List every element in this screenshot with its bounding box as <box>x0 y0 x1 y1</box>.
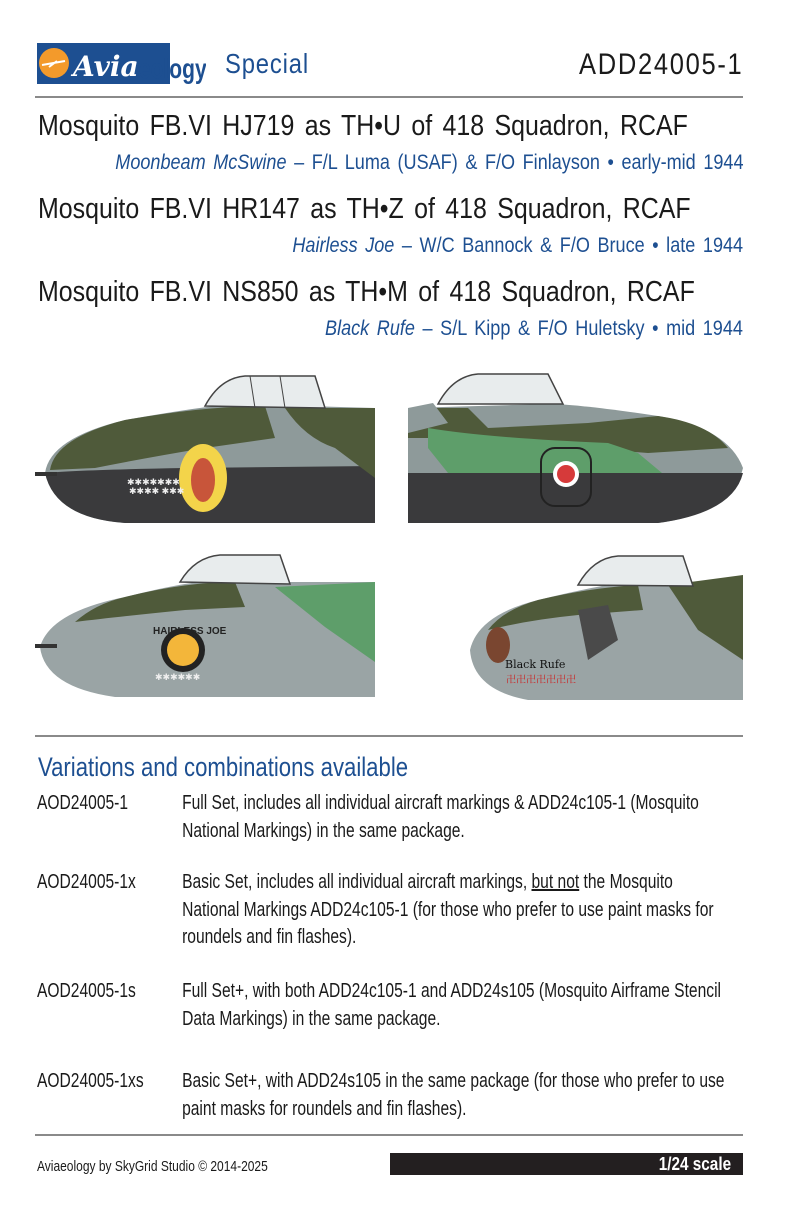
description-text: Basic Set+, with ADD24s105 in the same package (for those who prefer to use paint masks for roundels and fin flashes). <box>182 1070 725 1120</box>
aircraft-title-3: Mosquito FB.VI NS850 as TH•M of 418 Squadron, RCAF <box>38 276 695 308</box>
divider <box>35 735 743 737</box>
description-text: Basic Set, includes all individual aircraft markings, <box>182 871 532 893</box>
variation-description <box>182 978 728 1033</box>
aircraft-subtitle-3 <box>325 317 743 341</box>
scale-bar <box>390 1153 743 1175</box>
variation-code: AOD24005-1x <box>37 871 136 893</box>
nickname: Black Rufe <box>325 317 415 340</box>
svg-text:✱✱✱✱ ✱✱✱: ✱✱✱✱ ✱✱✱ <box>129 486 185 496</box>
aviaeology-logo <box>37 43 206 84</box>
nickname: Hairless Joe <box>292 234 395 257</box>
variation-description <box>182 869 728 952</box>
aircraft-title-1: Mosquito FB.VI HJ719 as TH•U of 418 Squadron, RCAF <box>38 110 688 142</box>
crew-details: – S/L Kipp & F/O Huletsky • mid 1944 <box>414 317 743 340</box>
emphasis-text: but not <box>531 871 580 893</box>
crew-details: – F/L Luma (USAF) & F/O Finlayson • early-mid 1944 <box>285 151 743 174</box>
svg-text:✱✱✱✱✱✱: ✱✱✱✱✱✱ <box>155 672 201 682</box>
variation-code: AOD24005-1 <box>37 792 129 814</box>
nickname: Moonbeam McSwine <box>114 151 286 174</box>
description-text: the Mosquito National Markings ADD24c105-1 (for those who prefer to use paint masks for roundels and fin flashes). <box>182 871 714 948</box>
description-text: Full Set+, with both ADD24c105-1 and ADD24s105 (Mosquito Airframe Stencil Data Markings) in the same package. <box>182 980 721 1030</box>
svg-text:卍卍卍卍卍卍卍: 卍卍卍卍卍卍卍 <box>506 675 576 686</box>
nose-art-label: Black Rufe <box>505 658 566 671</box>
description-text: Full Set, includes all individual aircraft markings & ADD24c105-1 (Mosquito National Markings) in the same package. <box>182 792 699 842</box>
divider <box>35 1134 743 1136</box>
variation-code: AOD24005-1s <box>37 980 136 1002</box>
svg-text:Avia: Avia <box>73 50 139 83</box>
mosquito-nose-hj719-left <box>35 368 380 530</box>
variation-description <box>182 1068 728 1123</box>
svg-text:eology: eology <box>139 54 206 84</box>
mosquito-nose-ns850 <box>468 550 748 710</box>
svg-text:✱✱✱✱✱✱✱: ✱✱✱✱✱✱✱ <box>127 477 180 487</box>
aircraft-subtitle-2 <box>292 234 743 258</box>
variation-code: AOD24005-1xs <box>37 1070 144 1092</box>
mosquito-nose-hj719-right <box>408 368 748 530</box>
copyright: Aviaeology by SkyGrid Studio © 2014-2025 <box>37 1158 268 1175</box>
crew-details: – W/C Bannock & F/O Bruce • late 1944 <box>394 234 743 257</box>
aircraft-title-2: Mosquito FB.VI HR147 as TH•Z of 418 Squadron, RCAF <box>38 193 691 225</box>
series-label: Special <box>225 48 310 79</box>
variations-heading: Variations and combinations available <box>38 752 409 782</box>
mosquito-nose-hr147 <box>35 552 380 707</box>
variation-description <box>182 790 728 845</box>
divider <box>35 96 743 98</box>
product-code: ADD24005-1 <box>578 48 743 81</box>
nose-art-label: HAIRLESS JOE <box>153 626 227 637</box>
scale-label: 1/24 scale <box>658 1154 731 1174</box>
aircraft-subtitle-1 <box>115 151 743 175</box>
